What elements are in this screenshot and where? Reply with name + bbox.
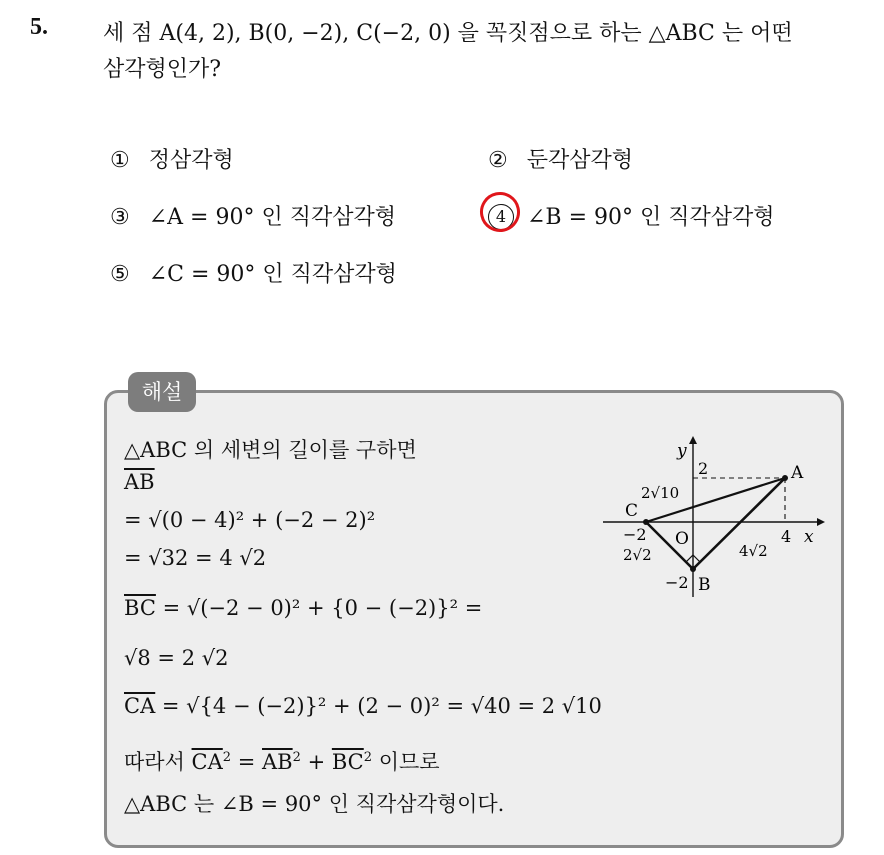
question-number: 5. [30, 14, 48, 40]
choice-4[interactable] [488, 200, 775, 231]
point-b-label: B [698, 575, 711, 595]
ca-label: $\overline{CA}$ [124, 694, 156, 718]
final-conclusion: △ABC 는 ∠B = 90° 인 직각삼각형이다. [124, 792, 505, 816]
coordinate-figure [595, 432, 830, 602]
conclusion-suffix: 이므로 [378, 750, 440, 774]
tick-y-neg2: −2 [665, 573, 689, 592]
choice-4-text: ∠B = 90° 인 직각삼각형 [527, 205, 775, 230]
tick-x-neg2: −2 [623, 525, 647, 544]
conclusion-line: 따라서 $\overline{CA}^2 = \overline{AB}^2 + \overline{BC}^2$ 이므로 [124, 750, 440, 774]
x-axis-arrow [817, 518, 825, 526]
point-c-label: C [625, 501, 639, 521]
bc-label: $\overline{BC}$ [124, 596, 156, 620]
point-a [782, 475, 788, 481]
choice-3-mark: ③ [110, 205, 130, 230]
question-text-line1: 세 점 A(4, 2), B(0, −2), C(−2, 0) 을 꼭짓점으로 하는 △ABC 는 어떤 [103, 21, 793, 46]
concl-ab: $\overline{AB}$ [262, 750, 293, 774]
origin-label: O [675, 529, 689, 549]
label-bc-length: 2√2 [623, 546, 652, 564]
ab-step1: = √(0 − 4)² + (−2 − 2)² [124, 508, 376, 532]
ca-line [124, 694, 602, 718]
choice-2-text: 둔각삼각형 [526, 148, 633, 173]
choice-3-text: ∠A = 90° 인 직각삼각형 [148, 205, 396, 230]
choice-4-mark: 4 [488, 204, 514, 230]
conclusion-prefix: 따라서 [124, 750, 185, 774]
bc-expression: = √(−2 − 0)² + {0 − (−2)}² = [155, 596, 483, 620]
choice-5-mark: ⑤ [110, 262, 130, 287]
bc-line [124, 596, 482, 620]
tick-x-4: 4 [781, 527, 792, 546]
tick-y-2: 2 [698, 459, 709, 478]
ca-expression: = √{4 − (−2)}² + (2 − 0)² = √40 = 2 √10 [155, 694, 602, 718]
choice-1-mark: ① [110, 148, 130, 173]
choice-2-mark: ② [488, 148, 508, 173]
question-text-line2: 삼각형인가? [103, 57, 222, 82]
choice-5-text: ∠C = 90° 인 직각삼각형 [148, 262, 397, 287]
y-axis-arrow [689, 436, 697, 444]
concl-ca: $\overline{CA}$ [191, 750, 223, 774]
concl-bc: $\overline{BC}$ [331, 750, 364, 774]
y-axis-label: y [677, 441, 687, 461]
choice-5[interactable] [110, 257, 397, 288]
choice-3[interactable] [110, 200, 396, 231]
point-a-label: A [791, 463, 804, 483]
point-b [690, 566, 696, 572]
label-ca-length: 2√10 [641, 484, 680, 502]
solution-intro: △ABC 의 세변의 길이를 구하면 [124, 438, 417, 462]
label-ab-length: 4√2 [739, 542, 768, 560]
solution-tag: 해설 [128, 372, 196, 412]
bc-result: √8 = 2 √2 [124, 646, 229, 670]
ab-label: $\overline{AB}$ [124, 470, 155, 494]
choice-2[interactable] [488, 143, 633, 174]
x-axis-label: x [804, 527, 814, 547]
ab-step2: = √32 = 4 √2 [124, 546, 267, 570]
choice-1-text: 정삼각형 [148, 148, 234, 173]
choice-1[interactable] [110, 143, 234, 174]
